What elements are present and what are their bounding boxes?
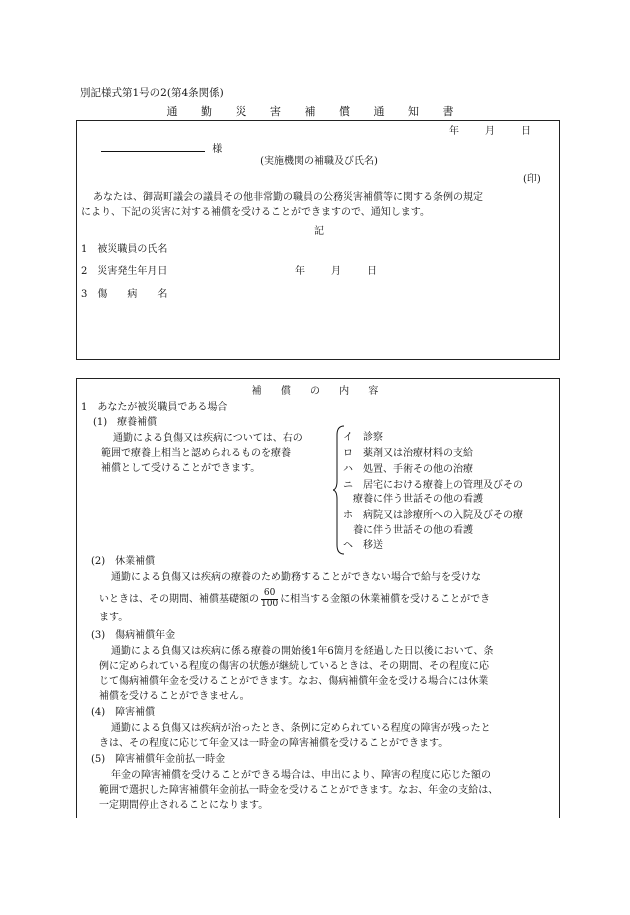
pension-text-line3: じて傷病補償年金を受けることができます。なお、傷病補償年金を受ける場合には休業 xyxy=(99,676,489,687)
leave-text-line1: 通勤による負傷又は疾病の療養のため勤務することができない場合で給与を受けな xyxy=(111,572,481,583)
medical-list-3: ハ 処置、手術その他の治療 xyxy=(343,464,473,475)
recipient-name-blank xyxy=(101,139,205,152)
notice-body-line1: あなたは、御嵩町議会の議員その他非常勤の職員の公務災害補償等に関する条例の規定 xyxy=(93,192,483,203)
date-year: 年 xyxy=(449,126,459,137)
disability-text-line1: 通勤による負傷又は疾病が治ったとき、条例に定められている程度の障害が残ったと xyxy=(111,723,491,734)
section1-heading: 1 あなたが被災職員である場合 xyxy=(81,402,228,413)
medical-list-4: ニ 居宅における療養上の管理及びその xyxy=(343,480,523,491)
medical-list-8: ヘ 移送 xyxy=(343,540,383,551)
ki-heading: 記 xyxy=(314,226,324,237)
honorific: 様 xyxy=(212,144,223,155)
issuer-label: (実施機関の補職及び氏名) xyxy=(260,156,378,167)
notice-body-line2: により、下記の災害に対する補償を受けることができますので、通知します。 xyxy=(81,207,430,218)
pension-text-line2: 例に定められている程度の傷害の状態が継続しているときは、その期間、その程度に応 xyxy=(99,661,489,672)
medical-list-5: 療養に伴う世話その他の看護 xyxy=(343,494,483,505)
leave-heading: (2) 休業補償 xyxy=(91,556,156,567)
notice-box xyxy=(76,120,560,360)
incident-year: 年 xyxy=(295,266,305,277)
disability-text-line2: きは、その程度に応じて年金又は一時金の障害補償を受けることができます。 xyxy=(99,738,449,749)
incident-day: 日 xyxy=(367,266,377,277)
details-box xyxy=(76,378,560,818)
advance-text-line2: 範囲で選択した障害補償年金前払一時金を受けることができます。なお、年金の支給は、 xyxy=(99,785,499,796)
document-title: 通 勤 災 害 補 償 通 知 書 xyxy=(166,105,464,118)
date-day: 日 xyxy=(521,126,531,137)
pension-heading: (3) 傷病補償年金 xyxy=(91,630,176,641)
leave-text-line2: いときは、その期間、補償基礎額の $\frac{60}{100}$ に相当する金額の休業補償を受けることができ xyxy=(99,588,491,609)
disability-heading: (4) 障害補償 xyxy=(91,707,156,718)
item-incident-date: 2 災害発生年月日 xyxy=(81,266,168,277)
medical-text-line1: 通勤による負傷又は疾病については、右の xyxy=(113,433,303,444)
pension-text-line4: 補償を受けることができません。 xyxy=(99,691,250,702)
advance-text-line1: 年金の障害補償を受けることができる場合は、申出により、障害の程度に応じた額の xyxy=(111,770,491,781)
item-injury-name: 3 傷 病 名 xyxy=(81,289,168,300)
fraction-60-100: $\frac{60}{100}$ xyxy=(261,588,279,609)
seal-mark: (印) xyxy=(523,174,541,185)
form-label: 別記様式第1号の2(第4条関係) xyxy=(80,87,224,99)
medical-list-2: ロ 薬剤又は治療材料の支給 xyxy=(343,448,473,459)
leave-text-line3: ます。 xyxy=(99,612,129,623)
medical-list-1: イ 診察 xyxy=(343,432,383,443)
date-month: 月 xyxy=(485,126,495,137)
item-victim-name: 1 被災職員の氏名 xyxy=(81,244,168,255)
medical-list-6: ホ 病院又は診療所への入院及びその療 xyxy=(343,510,523,521)
pension-text-line1: 通勤による負傷又は疾病に係る療養の開始後1年6箇月を経過した日以後において、条 xyxy=(111,646,494,657)
medical-text-line2: 範囲で療養上相当と認められるものを療養 xyxy=(101,448,291,459)
incident-month: 月 xyxy=(331,266,341,277)
advance-text-line3: 一定期間停止されることになります。 xyxy=(99,800,269,811)
medical-text-line3: 補償として受けることができます。 xyxy=(101,463,261,474)
advance-heading: (5) 障害補償年金前払一時金 xyxy=(91,754,226,765)
details-title: 補 償 の 内 容 xyxy=(251,386,387,397)
medical-list-7: 養に伴う世話その他の看護 xyxy=(343,525,473,536)
medical-heading: (1) 療養補償 xyxy=(93,417,158,428)
